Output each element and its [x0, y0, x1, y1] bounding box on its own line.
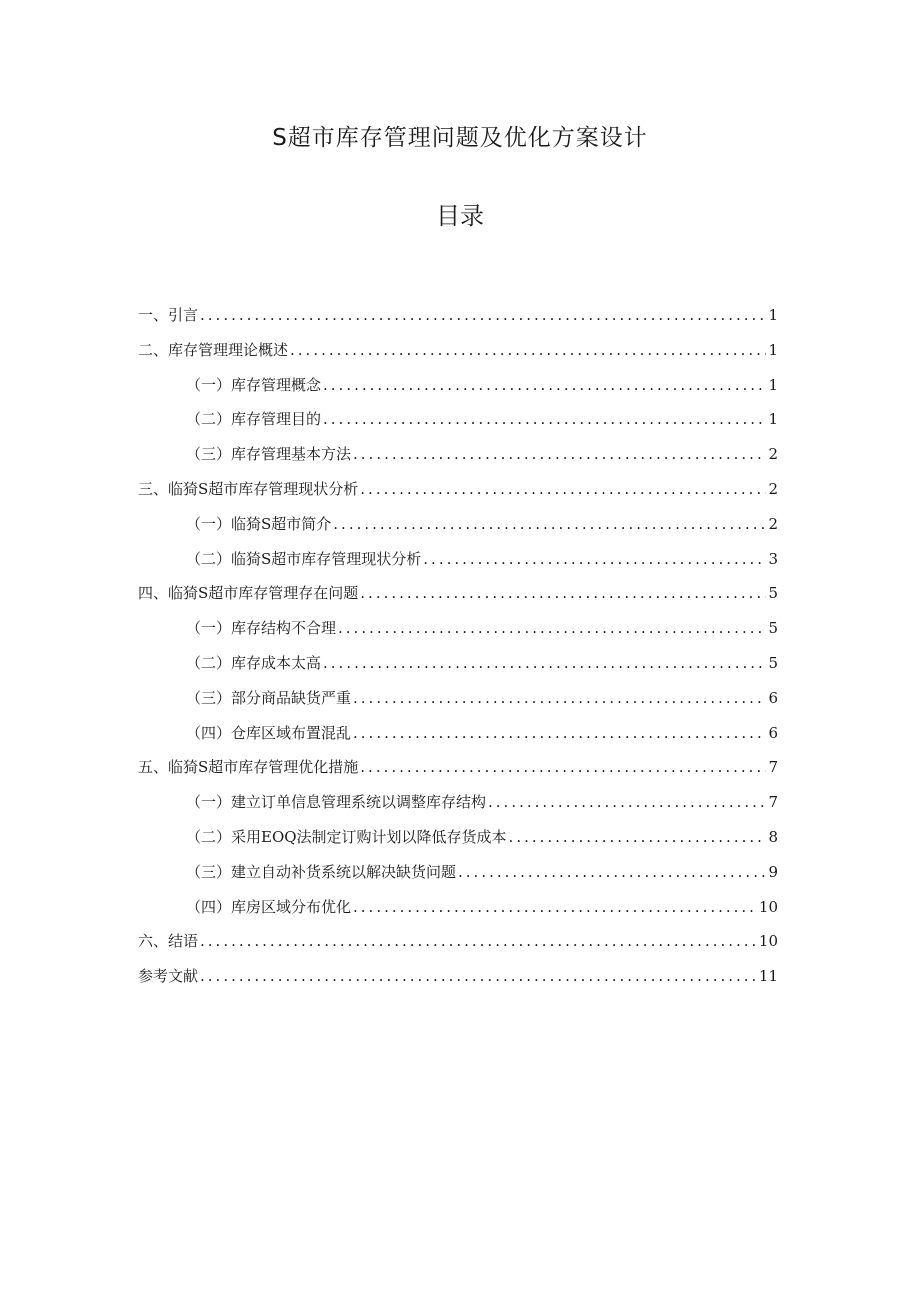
toc-entry-page: 3: [768, 549, 778, 568]
toc-entry[interactable]: [138, 472, 778, 507]
toc-entry-page: 7: [768, 793, 778, 812]
toc-entry[interactable]: [138, 785, 778, 820]
toc-entry[interactable]: [138, 402, 778, 437]
toc-dot-leader: [353, 681, 766, 716]
toc-entry[interactable]: [138, 576, 778, 611]
toc-entry-label: 四、临猗S超市库存管理存在问题: [138, 584, 359, 603]
document-title: S超市库存管理问题及优化方案设计: [272, 125, 648, 151]
toc-entry[interactable]: [138, 890, 778, 925]
toc-entry-page: 5: [768, 619, 778, 638]
toc-dot-leader: [323, 646, 766, 681]
toc-entry-label: 三、临猗S超市库存管理现状分析: [138, 479, 359, 498]
toc-dot-leader: [200, 959, 757, 994]
toc-entry[interactable]: [138, 855, 778, 890]
toc-entry-label: （二）库存管理目的: [186, 410, 322, 429]
toc-entry[interactable]: [138, 333, 778, 368]
toc-dot-leader: [200, 924, 757, 959]
toc-entry-page: 1: [768, 340, 778, 359]
toc-entry-page: 6: [768, 723, 778, 742]
toc-entry-page: 10: [758, 897, 778, 916]
toc-entry[interactable]: [138, 924, 778, 959]
toc-dot-leader: [338, 611, 766, 646]
toc-entry-label: （二）临猗S超市库存管理现状分析: [186, 549, 422, 568]
toc-entry-label: （四）库房区域分布优化: [186, 897, 352, 916]
toc-entry-label: （四）仓库区域布置混乱: [186, 723, 352, 742]
toc-entry-page: 1: [768, 306, 778, 324]
toc-entry-page: 5: [768, 584, 778, 603]
toc-entry-page: 7: [768, 758, 778, 777]
table-of-contents: [138, 298, 778, 994]
toc-entry-page: 2: [768, 479, 778, 498]
toc-entry-page: 10: [758, 932, 778, 951]
toc-dot-leader: [200, 298, 766, 333]
toc-entry-page: 8: [768, 827, 778, 846]
toc-entry-label: 五、临猗S超市库存管理优化措施: [138, 758, 359, 777]
toc-entry-label: （三）建立自动补货系统以解决缺货问题: [186, 862, 457, 881]
toc-dot-leader: [353, 890, 757, 925]
toc-entry-page: 9: [768, 862, 778, 881]
toc-dot-leader: [360, 750, 766, 785]
toc-dot-leader: [323, 402, 766, 437]
toc-entry-label: （二）库存成本太高: [186, 653, 322, 672]
toc-entry-label: 一、引言: [138, 306, 199, 324]
toc-dot-leader: [333, 507, 766, 542]
toc-dot-leader: [360, 472, 766, 507]
toc-entry[interactable]: [138, 820, 778, 855]
toc-entry[interactable]: [138, 959, 778, 994]
toc-entry-label: 参考文献: [138, 967, 199, 986]
toc-entry[interactable]: [138, 437, 778, 472]
toc-dot-leader: [290, 333, 766, 368]
toc-entry-page: 1: [768, 410, 778, 429]
toc-dot-leader: [353, 716, 766, 751]
toc-entry[interactable]: [138, 646, 778, 681]
toc-dot-leader: [323, 368, 766, 403]
toc-entry-label: （三）部分商品缺货严重: [186, 688, 352, 707]
toc-entry[interactable]: [138, 298, 778, 333]
toc-dot-leader: [353, 437, 766, 472]
toc-dot-leader: [423, 542, 766, 577]
toc-entry-page: 11: [758, 967, 778, 986]
toc-entry-label: （一）临猗S超市简介: [186, 514, 332, 533]
toc-entry[interactable]: [138, 542, 778, 577]
toc-entry[interactable]: [138, 716, 778, 751]
toc-entry-label: （一）库存管理概念: [186, 375, 322, 394]
toc-entry-page: 5: [768, 653, 778, 672]
toc-entry-label: （一）建立订单信息管理系统以调整库存结构: [186, 793, 487, 812]
toc-entry-page: 1: [768, 375, 778, 394]
toc-dot-leader: [488, 785, 766, 820]
toc-entry-page: 6: [768, 688, 778, 707]
toc-entry-page: 2: [768, 445, 778, 464]
toc-entry[interactable]: [138, 368, 778, 403]
toc-entry-label: （二）采用EOQ法制定订购计划以降低存货成本: [186, 827, 507, 846]
toc-entry-page: 2: [768, 514, 778, 533]
toc-entry-label: 二、库存管理理论概述: [138, 340, 289, 359]
toc-dot-leader: [360, 576, 766, 611]
toc-heading: 目录: [436, 202, 484, 230]
toc-entry[interactable]: [138, 681, 778, 716]
toc-dot-leader: [458, 855, 766, 890]
toc-entry[interactable]: [138, 611, 778, 646]
toc-dot-leader: [509, 820, 767, 855]
toc-entry-label: 六、结语: [138, 932, 199, 951]
toc-entry-label: （一）库存结构不合理: [186, 619, 337, 638]
toc-entry[interactable]: [138, 507, 778, 542]
toc-entry-label: （三）库存管理基本方法: [186, 445, 352, 464]
toc-entry[interactable]: [138, 750, 778, 785]
